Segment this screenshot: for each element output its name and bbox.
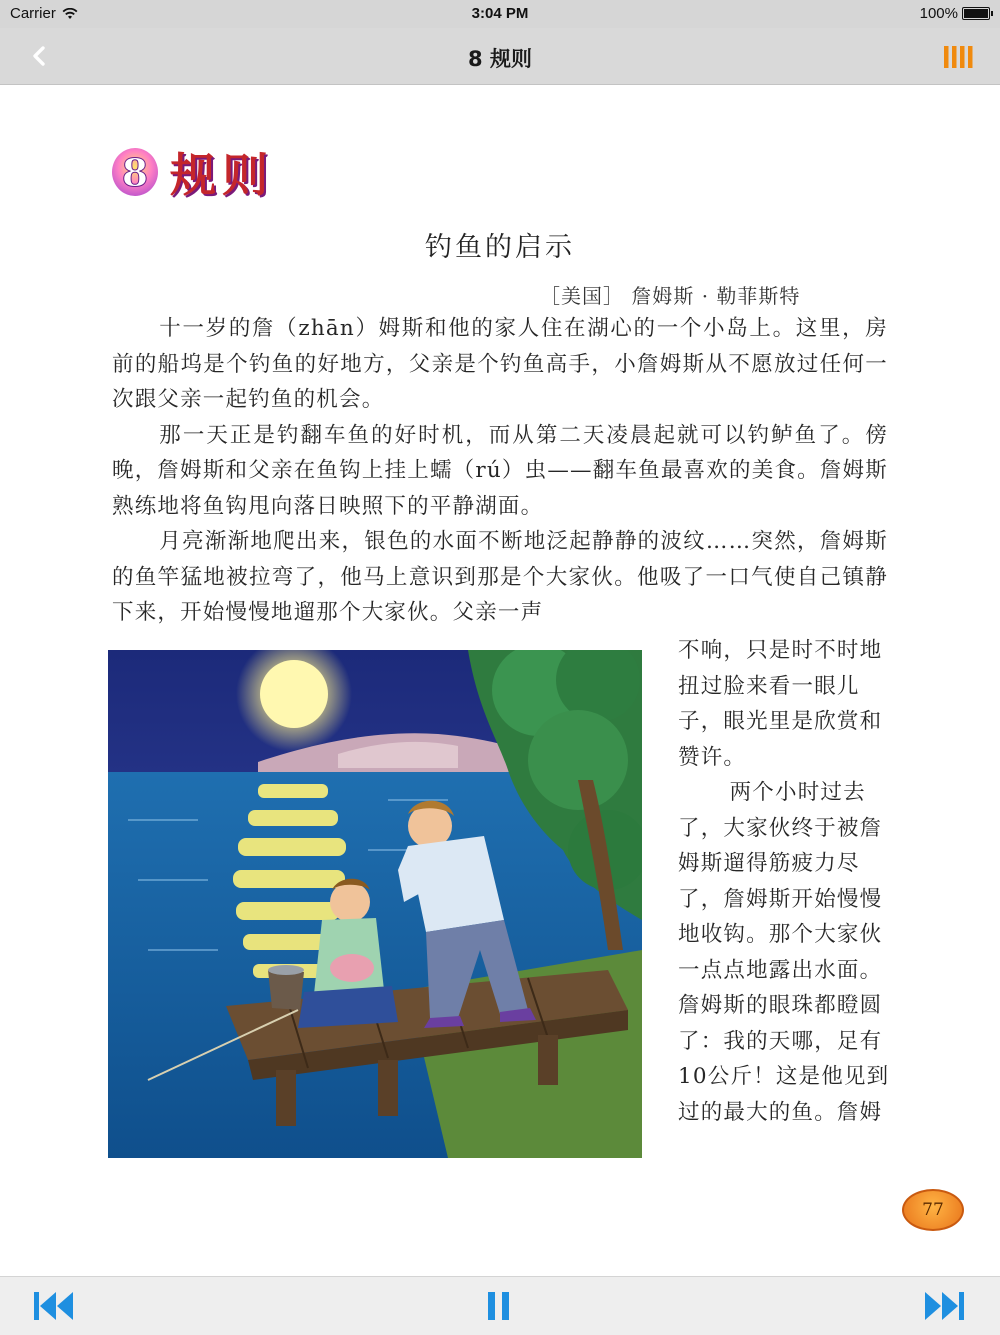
moonlit-lake-scene xyxy=(108,650,642,1158)
battery-group xyxy=(920,5,990,22)
previous-button[interactable] xyxy=(32,1289,76,1323)
skip-previous-icon xyxy=(32,1289,76,1323)
fishing-illustration xyxy=(108,650,642,1158)
pause-button[interactable] xyxy=(484,1289,514,1323)
chapter-menu-button[interactable] xyxy=(944,44,974,70)
lesson-header xyxy=(112,139,274,205)
article-body xyxy=(112,311,888,631)
pause-icon xyxy=(484,1289,514,1323)
bars-icon xyxy=(944,44,974,70)
skip-next-icon xyxy=(922,1289,966,1323)
article-title: 钓鱼的启示 xyxy=(425,232,575,263)
article-side-column xyxy=(678,633,890,1130)
lesson-name: 规则 xyxy=(170,148,274,202)
lesson-number-badge: 8 xyxy=(112,148,158,196)
page-title: 8 规则 xyxy=(468,47,532,71)
paragraph: 十一岁的詹（zhān）姆斯和他的家人住在湖心的一个小岛上。这里，房前的船坞是个钓鱼的好地方，父亲是个钓鱼高手，小詹姆斯从不愿放过任何一次跟父亲一起钓鱼的机会。 xyxy=(112,316,888,412)
playback-toolbar xyxy=(0,1276,1000,1335)
carrier-label: Carrier xyxy=(10,5,56,22)
page-number-badge: 77 xyxy=(902,1189,964,1231)
paragraph: 那一天正是钓翻车鱼的好时机，而从第二天凌晨起就可以钓鲈鱼了。傍晚，詹姆斯和父亲在鱼钩上挂上蠕（rú）虫——翻车鱼最喜欢的美食。詹姆斯熟练地将鱼钩甩向落日映照下的平静湖面。 xyxy=(112,422,888,519)
paragraph: 月亮渐渐地爬出来，银色的水面不断地泛起静静的波纹……突然，詹姆斯的鱼竿猛地被拉弯了，他马上意识到那是个大家伙。他吸了一口气使自己镇静下来，开始慢慢地遛那个大家伙。父亲一声 xyxy=(112,529,888,625)
battery-icon xyxy=(962,7,990,20)
navigation-bar xyxy=(0,28,1000,85)
article-author: ［美国］ 詹姆斯 · 勒菲斯特 xyxy=(540,284,801,308)
next-button[interactable] xyxy=(922,1289,966,1323)
book-page xyxy=(0,85,1000,1275)
side-paragraph: 两个小时过去了，大家伙终于被詹姆斯遛得筋疲力尽了，詹姆斯开始慢慢地收钩。那个大家伙一点点地露出水面。詹姆斯的眼珠都瞪圆了：我的天哪，足有10公斤！这是他见到过的最大的鱼。詹姆 xyxy=(678,780,890,1125)
battery-percent: 100% xyxy=(919,5,958,22)
status-time: 3:04 PM xyxy=(471,5,529,22)
side-paragraph: 不响，只是时不时地扭过脸来看一眼儿子，眼光里是欣赏和赞许。 xyxy=(678,638,883,770)
status-bar xyxy=(0,0,1000,28)
